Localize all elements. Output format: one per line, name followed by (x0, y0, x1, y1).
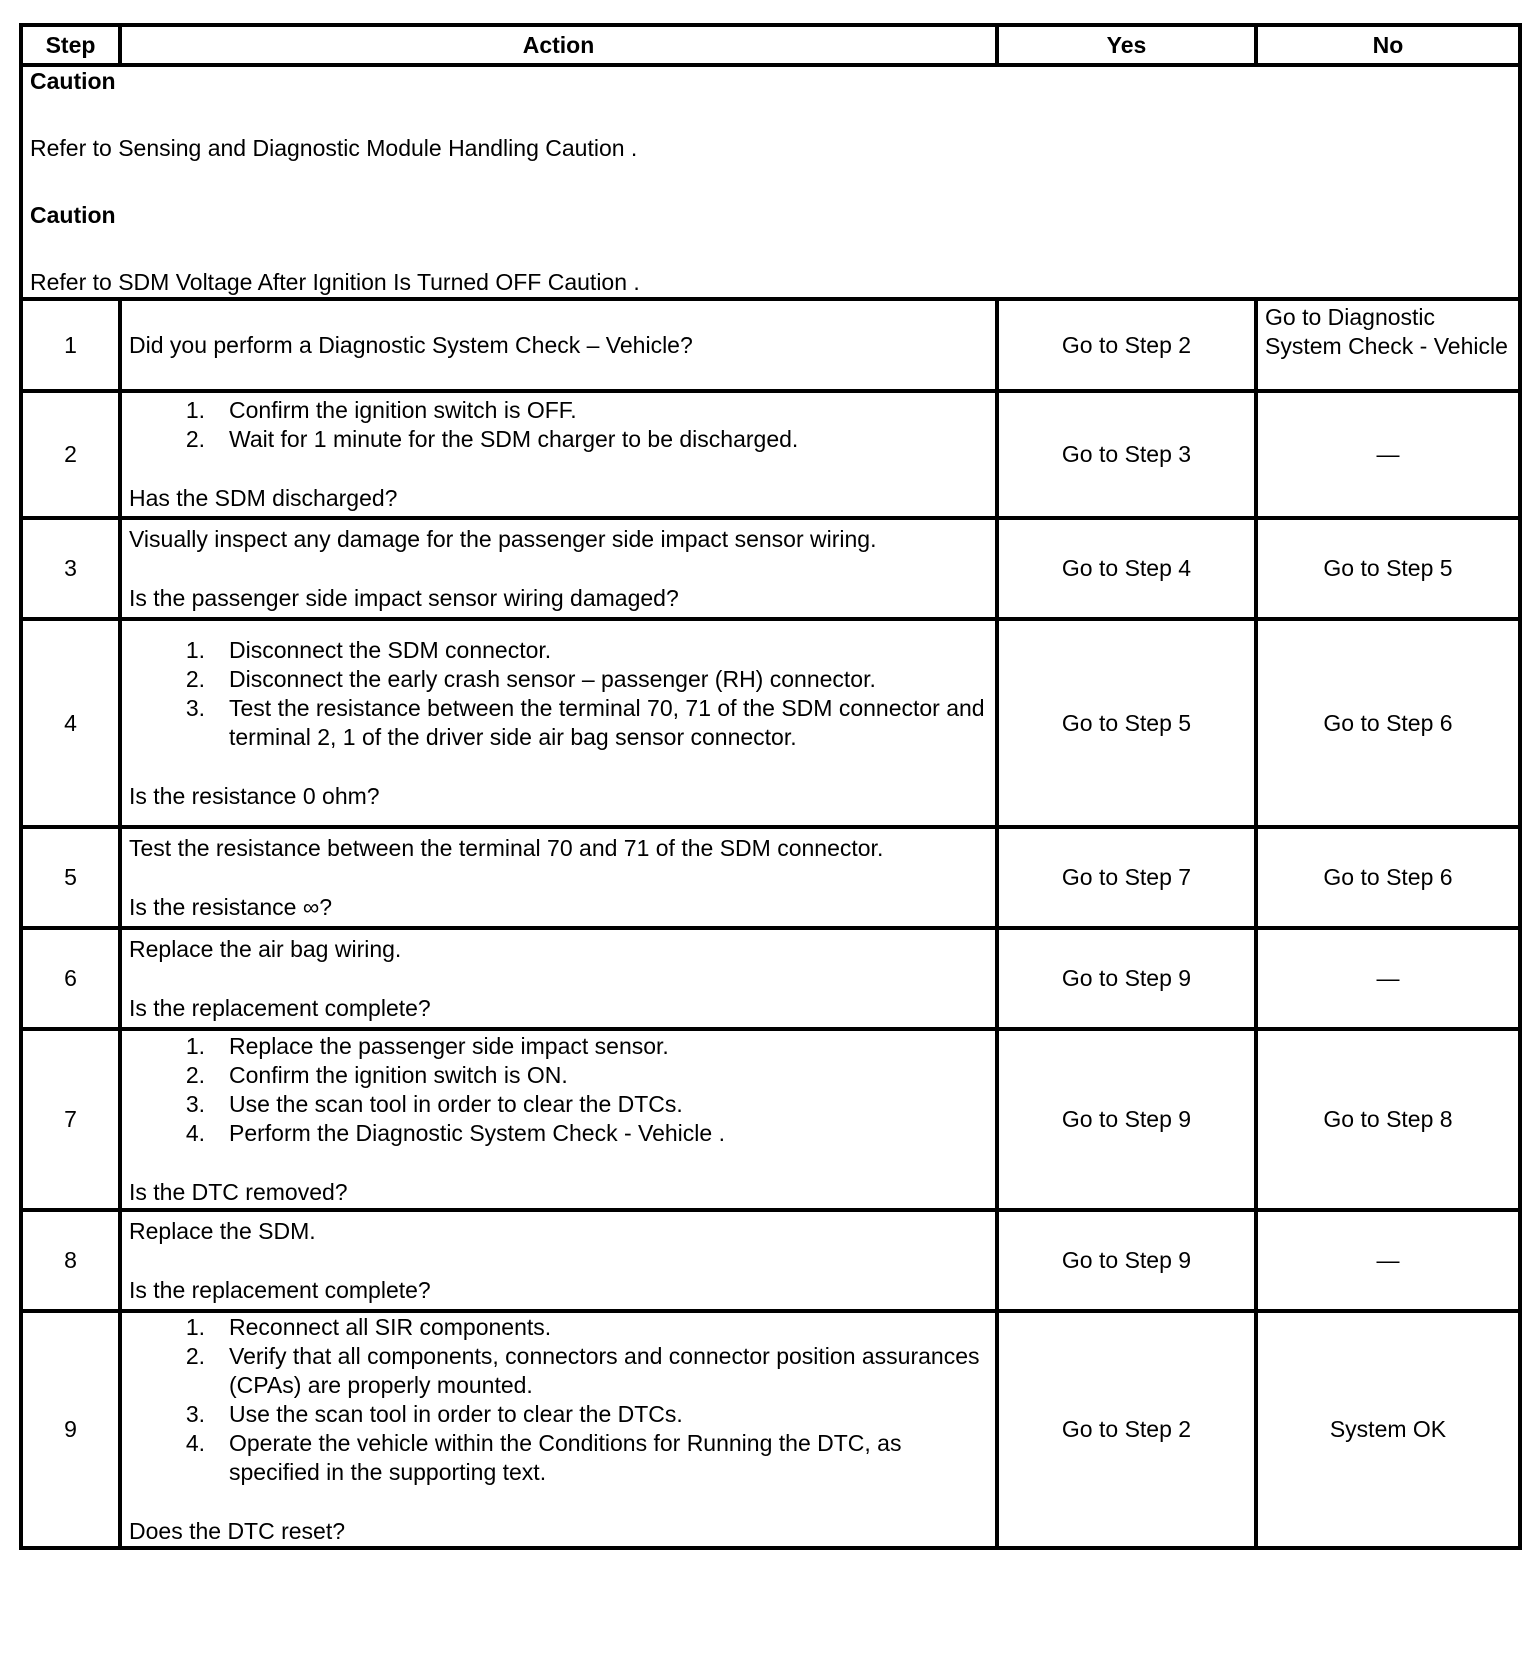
action-question: Does the DTC reset? (129, 1518, 346, 1544)
no-result: — (1256, 1210, 1520, 1311)
list-item-number: 2. (185, 426, 205, 452)
action-question: Is the replacement complete? (129, 1276, 431, 1303)
action-cell (120, 299, 997, 391)
no-result: Go to Step 5 (1256, 518, 1520, 619)
table-row (21, 827, 1520, 928)
list-item-text: Disconnect the SDM connector. (229, 636, 552, 663)
list-item-text: Confirm the ignition switch is OFF. (229, 397, 577, 423)
action-question: Is the resistance 0 ohm? (129, 782, 380, 809)
table-row (21, 928, 1520, 1029)
list-item-text: Operate the vehicle within the Conditions for Running the DTC, as specified in the supporting text. (229, 1430, 902, 1485)
action-cell (120, 1210, 997, 1311)
caution-text: Refer to Sensing and Diagnostic Module Handling Caution . (30, 135, 638, 161)
step-number: 9 (21, 1311, 120, 1548)
list-item-number: 1. (185, 1314, 205, 1340)
table-row (21, 1210, 1520, 1311)
list-item (185, 1119, 988, 1148)
list-item (185, 1090, 988, 1119)
step-number: 6 (21, 928, 120, 1029)
list-item-text: Test the resistance between the terminal 70, 71 of the SDM connector and terminal 2, 1 of the driver side air bag sensor connector. (229, 694, 985, 750)
list-item-number: 1. (185, 636, 205, 663)
list-item (185, 665, 988, 694)
action-intro: Test the resistance between the terminal 70 and 71 of the SDM connector. (129, 834, 884, 861)
list-item-text: Reconnect all SIR components. (229, 1314, 552, 1340)
list-item-text: Use the scan tool in order to clear the DTCs. (229, 1401, 683, 1427)
no-result: Go to Diagnostic System Check - Vehicle (1256, 299, 1520, 391)
action-question: Is the DTC removed? (129, 1179, 348, 1205)
header-action: Action (120, 25, 997, 65)
no-result: — (1256, 928, 1520, 1029)
yes-result: Go to Step 9 (997, 928, 1256, 1029)
action-question: Is the replacement complete? (129, 994, 431, 1021)
yes-result: Go to Step 9 (997, 1029, 1256, 1210)
list-item (185, 425, 988, 454)
list-item-text: Verify that all components, connectors and connector position assurances (CPAs) are properly mounted. (229, 1343, 980, 1398)
table-row (21, 299, 1520, 391)
list-item-number: 2. (185, 665, 205, 692)
action-cell (120, 619, 997, 827)
header-step: Step (21, 25, 120, 65)
list-item-number: 1. (185, 1033, 205, 1059)
list-item-number: 3. (185, 1401, 205, 1427)
action-cell (120, 391, 997, 518)
list-item (185, 1342, 988, 1400)
step-number: 1 (21, 299, 120, 391)
action-intro: Replace the SDM. (129, 1217, 316, 1244)
list-item (185, 1032, 988, 1061)
action-cell (120, 928, 997, 1029)
list-item-number: 3. (185, 1091, 205, 1117)
step-number: 2 (21, 391, 120, 518)
action-list (129, 396, 988, 454)
no-result: System OK (1256, 1311, 1520, 1548)
list-item (185, 1061, 988, 1090)
yes-result: Go to Step 2 (997, 1311, 1256, 1548)
action-list (129, 1313, 988, 1487)
list-item-number: 3. (185, 694, 205, 721)
yes-result: Go to Step 4 (997, 518, 1256, 619)
header-yes: Yes (997, 25, 1256, 65)
table-row (21, 518, 1520, 619)
action-cell (120, 1311, 997, 1548)
action-list (129, 1032, 988, 1148)
list-item-text: Wait for 1 minute for the SDM charger to be discharged. (229, 426, 799, 452)
list-item-text: Perform the Diagnostic System Check - Vehicle . (229, 1120, 725, 1146)
list-item-number: 1. (185, 397, 205, 423)
caution-row (21, 65, 1520, 299)
yes-result: Go to Step 3 (997, 391, 1256, 518)
action-cell (120, 1029, 997, 1210)
yes-result: Go to Step 5 (997, 619, 1256, 827)
yes-result: Go to Step 2 (997, 299, 1256, 391)
action-cell (120, 518, 997, 619)
list-item (185, 1400, 988, 1429)
list-item (185, 636, 988, 665)
no-result: Go to Step 6 (1256, 619, 1520, 827)
action-list (129, 636, 988, 752)
list-item (185, 1429, 988, 1487)
table-row (21, 1311, 1520, 1548)
step-number: 7 (21, 1029, 120, 1210)
header-no: No (1256, 25, 1520, 65)
action-question: Did you perform a Diagnostic System Check – Vehicle? (129, 331, 693, 358)
action-question: Is the passenger side impact sensor wiring damaged? (129, 584, 679, 611)
diagnostic-table (19, 23, 1522, 1550)
step-number: 8 (21, 1210, 120, 1311)
action-intro: Replace the air bag wiring. (129, 935, 402, 962)
no-result: Go to Step 8 (1256, 1029, 1520, 1210)
caution-title: Caution (30, 202, 116, 228)
list-item-number: 4. (185, 1430, 205, 1456)
step-number: 4 (21, 619, 120, 827)
caution-text: Refer to SDM Voltage After Ignition Is Turned OFF Caution . (30, 269, 640, 295)
table-row (21, 391, 1520, 518)
caution-title: Caution (30, 68, 116, 94)
no-result: — (1256, 391, 1520, 518)
no-result: Go to Step 6 (1256, 827, 1520, 928)
list-item (185, 1313, 988, 1342)
list-item-number: 4. (185, 1120, 205, 1146)
step-number: 3 (21, 518, 120, 619)
list-item-text: Disconnect the early crash sensor – passenger (RH) connector. (229, 665, 876, 692)
action-question: Has the SDM discharged? (129, 485, 398, 511)
table-row (21, 1029, 1520, 1210)
list-item-number: 2. (185, 1062, 205, 1088)
list-item-number: 2. (185, 1343, 205, 1369)
list-item (185, 694, 988, 752)
yes-result: Go to Step 7 (997, 827, 1256, 928)
header-row (21, 25, 1520, 65)
table-row (21, 619, 1520, 827)
list-item-text: Replace the passenger side impact sensor. (229, 1033, 669, 1059)
step-number: 5 (21, 827, 120, 928)
action-intro: Visually inspect any damage for the passenger side impact sensor wiring. (129, 525, 877, 552)
list-item-text: Use the scan tool in order to clear the DTCs. (229, 1091, 683, 1117)
caution-cell (21, 65, 1520, 299)
list-item (185, 396, 988, 425)
yes-result: Go to Step 9 (997, 1210, 1256, 1311)
list-item-text: Confirm the ignition switch is ON. (229, 1062, 568, 1088)
action-cell (120, 827, 997, 928)
action-question: Is the resistance ∞? (129, 893, 333, 920)
